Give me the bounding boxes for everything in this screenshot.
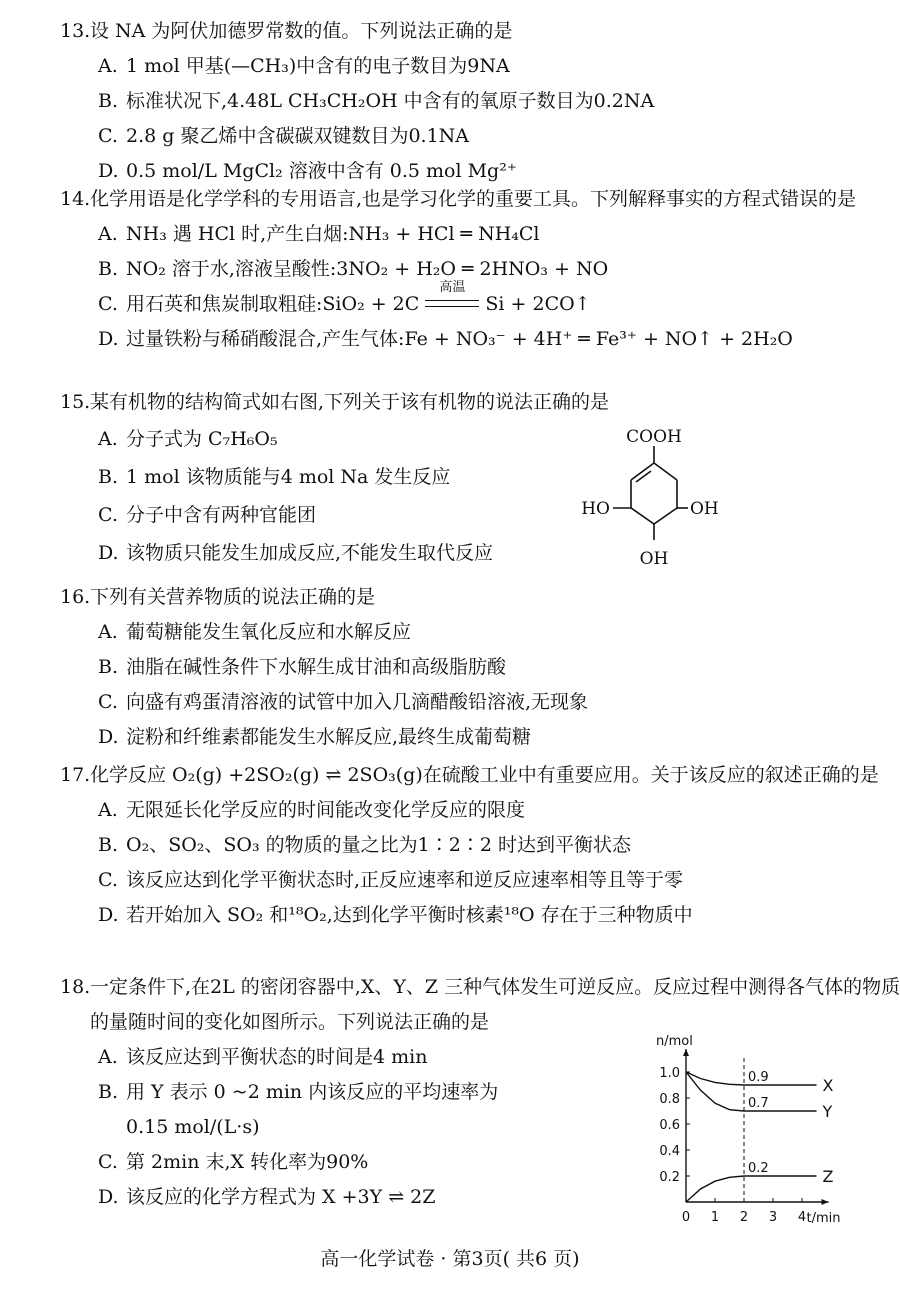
hydroxyl-left-label: HO	[581, 499, 610, 519]
question-number: 16.	[60, 586, 91, 608]
option-c[interactable]: C. 向盛有鸡蛋清溶液的试管中加入几滴醋酸铅溶液,无现象	[98, 691, 589, 713]
y-axis-arrow	[683, 1049, 689, 1056]
question-number: 17.	[60, 764, 91, 786]
series-label-z: Z	[822, 1167, 834, 1186]
option-b[interactable]: B. 标准状况下,4.48L CH₃CH₂OH 中含有的氧原子数目为0.2NA	[98, 90, 655, 112]
option-b[interactable]: B. O₂、SO₂、SO₃ 的物质的量之比为1∶2∶2 时达到平衡状态	[98, 834, 631, 856]
y-axis-label: n/mol	[656, 1034, 693, 1049]
option-a[interactable]: A. 分子式为 C₇H₆O₅	[98, 428, 278, 450]
x-tick-label: 4	[797, 1210, 807, 1225]
value-annotation: 0.7	[748, 1096, 769, 1111]
option-d[interactable]: D. 淀粉和纤维素都能发生水解反应,最终生成葡萄糖	[98, 726, 532, 748]
carboxyl-group-label: COOH	[626, 427, 682, 447]
chart-series	[686, 1072, 817, 1202]
option-a[interactable]: A. 1 mol 甲基(—CH₃)中含有的电子数目为9NA	[98, 55, 510, 77]
option-b-continuation: 0.15 mol/(L·s)	[126, 1116, 260, 1138]
bond	[631, 508, 654, 524]
series-label-x: X	[822, 1076, 834, 1095]
question-stem: 某有机物的结构简式如右图,下列关于该有机物的说法正确的是	[90, 391, 610, 413]
amount-vs-time-chart	[630, 1012, 880, 1232]
question-17	[60, 758, 880, 933]
option-b[interactable]: B. 油脂在碱性条件下水解生成甘油和高级脂肪酸	[98, 656, 507, 678]
option-b[interactable]: B. 用 Y 表示 0 ~2 min 内该反应的平均速率为	[98, 1081, 499, 1103]
value-annotation: 0.2	[748, 1161, 769, 1176]
x-axis-arrow	[822, 1199, 829, 1205]
page-footer: 高一化学试卷 · 第3页( 共6 页)	[320, 1248, 580, 1270]
option-d[interactable]: D. 若开始加入 SO₂ 和¹⁸O₂,达到化学平衡时核素¹⁸O 存在于三种物质中	[98, 904, 693, 926]
option-d[interactable]: D. 该物质只能发生加成反应,不能发生取代反应	[98, 542, 494, 564]
question-13	[60, 14, 880, 189]
hydroxyl-bottom-label: OH	[639, 549, 669, 569]
option-b[interactable]: B. 1 mol 该物质能与4 mol Na 发生反应	[98, 466, 451, 488]
hydroxyl-right-label: OH	[690, 499, 719, 519]
double-bond-inner	[636, 471, 651, 482]
y-tick-label: 0.8	[659, 1092, 680, 1107]
y-tick-label: 0.2	[659, 1170, 680, 1185]
question-stem: 设 NA 为阿伏加德罗常数的值。下列说法正确的是	[90, 20, 513, 42]
option-c[interactable]: C. 该反应达到化学平衡状态时,正反应速率和逆反应速率相等且等于零	[98, 869, 684, 891]
question-stem: 下列有关营养物质的说法正确的是	[90, 586, 376, 608]
value-annotation: 0.9	[748, 1070, 769, 1085]
question-15	[60, 385, 880, 572]
option-d[interactable]: D. 该反应的化学方程式为 X +3Y ⇌ 2Z	[98, 1186, 436, 1208]
option-a[interactable]: A. 葡萄糖能发生氧化反应和水解反应	[98, 621, 412, 643]
structural-formula	[570, 418, 730, 573]
question-number: 15.	[60, 391, 91, 413]
chart-labels	[656, 1034, 841, 1226]
question-stem: 化学用语是化学学科的专用语言,也是学习化学的重要工具。下列解释事实的方程式错误的是	[90, 188, 857, 210]
x-tick-label: 2	[739, 1210, 749, 1225]
reaction-condition: 高温	[425, 294, 479, 316]
option-c[interactable]: C. 分子中含有两种官能团	[98, 504, 317, 526]
bond	[654, 463, 677, 480]
series-label-y: Y	[822, 1102, 833, 1121]
question-stem: 化学反应 O₂(g) +2SO₂(g) ⇌ 2SO₃(g)在硫酸工业中有重要应用。关于该反应的叙述正确的是	[90, 764, 879, 786]
bond	[654, 508, 677, 524]
option-b[interactable]: B. NO₂ 溶于水,溶液呈酸性:3NO₂ + H₂O ═ 2HNO₃ + NO	[98, 258, 609, 280]
option-d[interactable]: D. 过量铁粉与稀硝酸混合,产生气体:Fe + NO₃⁻ + 4H⁺ ═ Fe³⁺ + NO↑ + 2H₂O	[98, 328, 793, 350]
option-c[interactable]: C. 第 2min 末,X 转化率为90%	[98, 1151, 369, 1173]
x-tick-label: 0	[681, 1210, 691, 1225]
option-d[interactable]: D. 0.5 mol/L MgCl₂ 溶液中含有 0.5 mol Mg²⁺	[98, 160, 517, 182]
x-tick-label: 3	[768, 1210, 778, 1225]
question-16	[60, 580, 880, 755]
chart-ticks	[659, 1066, 806, 1225]
x-axis-label: t/min	[806, 1211, 841, 1226]
question-number: 18.	[60, 976, 91, 998]
option-c[interactable]: C. 2.8 g 聚乙烯中含碳碳双键数目为0.1NA	[98, 125, 470, 147]
question-number: 14.	[60, 188, 91, 210]
question-14	[60, 182, 880, 357]
question-stem: 一定条件下,在2L 的密闭容器中,X、Y、Z 三种气体发生可逆反应。反应过程中测得各气体的物质的量随时间的变化如图所示。下列说法正确的是	[90, 976, 900, 1033]
series-line-z	[686, 1176, 817, 1202]
y-tick-label: 0.4	[659, 1144, 680, 1159]
y-tick-label: 0.6	[659, 1118, 680, 1133]
option-c[interactable]: C. 用石英和焦炭制取粗硅:SiO₂ + 2C 高温 Si + 2CO↑	[98, 280, 591, 315]
question-number: 13.	[60, 20, 91, 42]
option-a[interactable]: A. 该反应达到平衡状态的时间是4 min	[98, 1046, 428, 1068]
y-tick-label: 1.0	[659, 1066, 680, 1081]
option-a[interactable]: A. NH₃ 遇 HCl 时,产生白烟:NH₃ + HCl ═ NH₄Cl	[98, 223, 540, 245]
option-a[interactable]: A. 无限延长化学反应的时间能改变化学反应的限度	[98, 799, 526, 821]
x-tick-label: 1	[710, 1210, 720, 1225]
